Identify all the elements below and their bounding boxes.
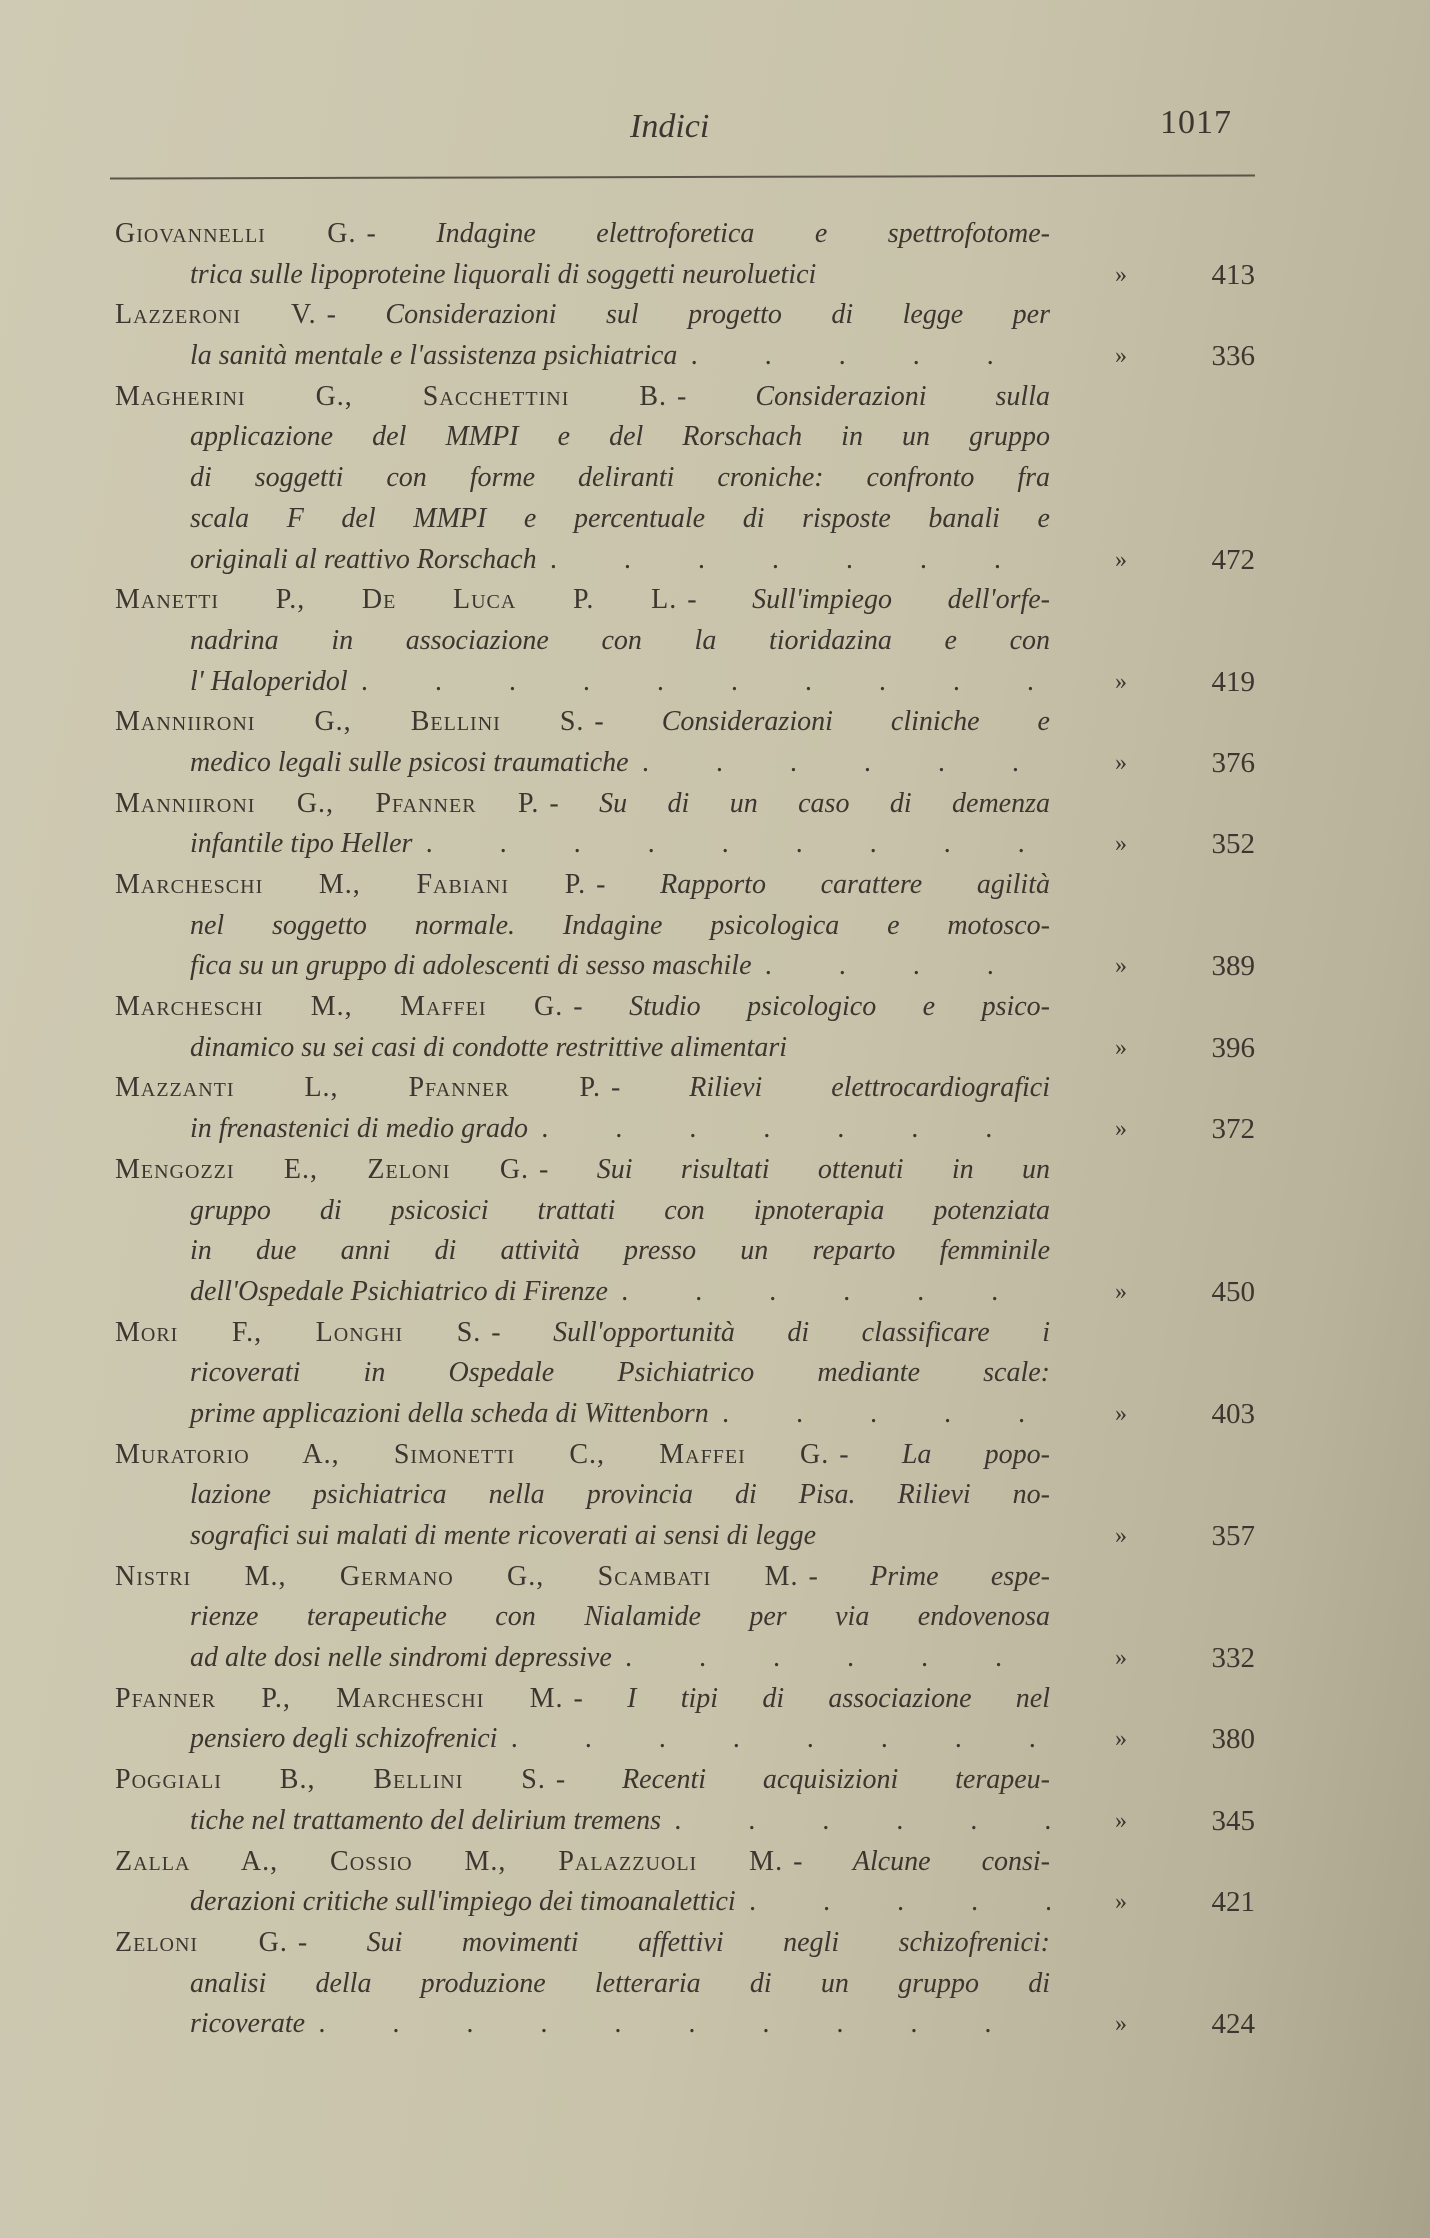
entry-title-line: scala F del MMPI e percentuale di risposte banali e [190, 502, 1050, 534]
entry-authors: Zalla A., Cossio M., Palazzuoli M. [115, 1845, 784, 1877]
ditto-mark: » [1115, 261, 1127, 288]
entry-line [115, 336, 1265, 377]
entry-line [115, 1109, 1265, 1150]
index-entry [115, 377, 1265, 580]
entry-title-line: dell'Ospedale Psichiatrico di Firenze [190, 1275, 608, 1307]
entry-text [190, 1882, 1050, 1923]
index-entry [115, 784, 1265, 865]
ditto-mark: » [1115, 546, 1127, 573]
entry-title-line: - Sull'impiego dell'orfe- [687, 584, 1051, 616]
entry-page-number: 413 [1211, 258, 1255, 291]
entry-text [190, 1516, 1050, 1557]
dot-leader [551, 540, 1050, 581]
entry-text [190, 1475, 1050, 1516]
entry-authors: Pfanner P., Marcheschi M. [115, 1682, 564, 1714]
entry-title-line: ricoverate [190, 2008, 306, 2040]
entry-text [190, 1638, 1050, 1679]
entry-title-line: di soggetti con forme deliranti croniche: confronto fra [190, 462, 1050, 494]
ditto-mark: » [1115, 1807, 1127, 1834]
entry-title-line: - Rapporto carattere agilità [596, 869, 1050, 900]
index-entry [115, 214, 1265, 295]
entry-line [115, 784, 1265, 825]
entry-title-line: - Indagine elettroforetica e spettrofotome- [366, 218, 1050, 249]
ditto-mark: » [1115, 668, 1127, 695]
entry-line [115, 1516, 1265, 1557]
entry-text [190, 458, 1050, 499]
dot-leader [511, 1719, 1050, 1760]
entry-title-line: in due anni di attività presso un reparto femminile [190, 1235, 1050, 1267]
entry-title-line: nadrina in associazione con la tioridazina e con [190, 624, 1050, 656]
dot-leader [766, 946, 1050, 987]
entry-line [115, 417, 1265, 458]
dot-leader [319, 2004, 1050, 2045]
entry-line [115, 1394, 1265, 1435]
page-number: 1017 [1160, 104, 1232, 141]
entry-text [190, 1394, 1050, 1435]
entry-line [115, 1231, 1265, 1272]
entry-line [115, 1923, 1265, 1964]
entry-page-number: 345 [1211, 1804, 1255, 1837]
entry-title-line: originali al reattivo Rorschach [190, 543, 537, 575]
entry-line [115, 1882, 1265, 1923]
entry-text [115, 1313, 1050, 1354]
entry-line [115, 1068, 1265, 1109]
entry-text [115, 1842, 1050, 1883]
entry-title-line: sografici sui malati di mente ricoverati ai sensi di legge [190, 1520, 817, 1551]
entry-line [115, 1719, 1265, 1760]
entry-line [115, 1191, 1265, 1232]
entry-text [115, 377, 1050, 418]
entry-line [115, 1679, 1265, 1720]
entry-line [115, 214, 1265, 255]
entry-text [190, 1231, 1050, 1272]
entry-title-line: - La popo- [839, 1438, 1050, 1470]
entry-title-line: medico legali sulle psicosi traumatiche [190, 746, 629, 778]
entry-line [115, 499, 1265, 540]
entry-text [190, 499, 1050, 540]
entry-authors: Zeloni G. [115, 1926, 288, 1958]
entry-text [115, 1557, 1050, 1598]
entry-line [115, 1801, 1265, 1842]
entry-page-number: 336 [1211, 340, 1255, 373]
entry-title-line: applicazione del MMPI e del Rorschach in un gruppo [190, 421, 1050, 453]
index-entry [115, 702, 1265, 783]
entry-line [115, 1150, 1265, 1191]
entry-text [115, 580, 1050, 621]
entry-text [190, 946, 1050, 987]
entry-line [115, 1557, 1265, 1598]
entry-title-line: infantile tipo Heller [190, 828, 413, 860]
index-entry [115, 1760, 1265, 1841]
entry-authors: Magherini G., Sacchettini B. [115, 380, 668, 412]
entry-line [115, 865, 1265, 906]
entry-title-line: la sanità mentale e l'assistenza psichiatrica [190, 340, 678, 372]
entry-page-number: 380 [1211, 1723, 1255, 1756]
header-rule [110, 175, 1255, 180]
entry-title-line: - Considerazioni sul progetto di legge per [326, 299, 1050, 331]
entry-line [115, 621, 1265, 662]
entry-line [115, 1313, 1265, 1354]
entry-title-line: - I tipi di associazione nel [573, 1682, 1050, 1714]
entry-text [115, 214, 1050, 255]
entry-text [115, 1923, 1050, 1964]
index-list [115, 214, 1265, 2045]
ditto-mark: » [1115, 343, 1127, 370]
entry-title-line: - Recenti acquisizioni terapeu- [555, 1764, 1050, 1796]
entry-title-line: - Rilievi elettrocardiografici [610, 1072, 1050, 1104]
entry-page-number: 352 [1211, 828, 1255, 861]
dot-leader [626, 1638, 1050, 1679]
index-entry [115, 295, 1265, 376]
dot-leader [643, 743, 1050, 784]
entry-page-number: 376 [1211, 746, 1255, 779]
entry-line [115, 946, 1265, 987]
entry-title-line: l' Haloperidol [190, 665, 348, 697]
entry-text [115, 784, 1050, 825]
entry-line [115, 1353, 1265, 1394]
entry-line [115, 377, 1265, 418]
ditto-mark: » [1115, 1889, 1127, 1916]
entry-text [190, 1191, 1050, 1232]
entry-authors: Marcheschi M., Maffei G. [115, 991, 564, 1023]
entry-line [115, 1475, 1265, 1516]
entry-line [115, 540, 1265, 581]
entry-line [115, 1842, 1265, 1883]
entry-title-line: - Considerazioni cliniche e [594, 706, 1050, 738]
index-entry [115, 1842, 1265, 1923]
entry-text [190, 2004, 1050, 2045]
entry-page-number: 424 [1211, 2008, 1255, 2041]
entry-text [190, 743, 1050, 784]
entry-line [115, 824, 1265, 865]
entry-text [115, 987, 1050, 1028]
index-entry [115, 1150, 1265, 1313]
entry-title-line: derazioni critiche sull'impiego dei timoanalettici [190, 1886, 736, 1918]
ditto-mark: » [1115, 953, 1127, 980]
entry-authors: Giovannelli G. [115, 218, 357, 249]
entry-text [190, 1109, 1050, 1150]
entry-title-line: gruppo di psicosici trattati con ipnoterapia potenziata [190, 1194, 1050, 1226]
dot-leader [750, 1882, 1050, 1923]
entry-title-line: - Studio psicologico e psico- [573, 991, 1051, 1023]
dot-leader [622, 1272, 1050, 1313]
entry-title-line: - Sui movimenti affettivi negli schizofrenici: [297, 1926, 1050, 1958]
entry-page-number: 372 [1211, 1113, 1255, 1146]
entry-authors: Muratorio A., Simonetti C., Maffei G. [115, 1438, 830, 1470]
entry-authors: Mengozzi E., Zeloni G. [115, 1153, 530, 1185]
entry-text [115, 295, 1050, 336]
entry-text [115, 1679, 1050, 1720]
entry-line [115, 1964, 1265, 2005]
entry-line [115, 906, 1265, 947]
entry-page-number: 357 [1211, 1520, 1255, 1552]
entry-title-line: analisi della produzione letteraria di un gruppo di [190, 1967, 1050, 1999]
entry-title-line: - Sull'opportunità di classificare i [491, 1316, 1050, 1348]
entry-authors: Manniironi G., Pfanner P. [115, 787, 540, 819]
entry-text [190, 1353, 1050, 1394]
entry-page-number: 472 [1211, 543, 1255, 576]
entry-page-number: 332 [1211, 1642, 1255, 1675]
entry-text [190, 417, 1050, 458]
ditto-mark: » [1115, 1726, 1127, 1753]
entry-page-number: 403 [1211, 1397, 1255, 1430]
index-entry [115, 1313, 1265, 1435]
entry-text [190, 1597, 1050, 1638]
entry-line [115, 1760, 1265, 1801]
entry-text [190, 1028, 1050, 1069]
dot-leader [426, 824, 1050, 865]
entry-text [190, 824, 1050, 865]
entry-title-line: prime applicazioni della scheda di Wittenborn [190, 1397, 709, 1429]
entry-title-line: - Considerazioni sulla [677, 380, 1050, 412]
index-entry [115, 1557, 1265, 1679]
entry-title-line: fica su un gruppo di adolescenti di sesso maschile [190, 950, 752, 982]
entry-line [115, 295, 1265, 336]
ditto-mark: » [1115, 1278, 1127, 1305]
entry-text [115, 1150, 1050, 1191]
index-entry [115, 865, 1265, 987]
entry-title-line: - Sui risultati ottenuti in un [539, 1153, 1050, 1185]
entry-title-line: trica sulle lipoproteine liquorali di soggetti neuroluetici [190, 258, 817, 290]
entry-text [190, 621, 1050, 662]
entry-title-line: - Su di un caso di demenza [549, 787, 1050, 819]
entry-line [115, 255, 1265, 296]
entry-line [115, 1435, 1265, 1476]
ditto-mark: » [1115, 1034, 1127, 1061]
entry-title-line: in frenastenici di medio grado [190, 1113, 529, 1145]
entry-line [115, 1597, 1265, 1638]
entry-title-line: lazione psichiatrica nella provincia di Pisa. Rilievi no- [190, 1479, 1050, 1511]
entry-title-line: pensiero degli schizofrenici [190, 1723, 498, 1755]
entry-text [115, 702, 1050, 743]
entry-authors: Marcheschi M., Fabiani P. [115, 869, 587, 900]
entry-line [115, 2004, 1265, 2045]
entry-text [190, 255, 1050, 296]
entry-text [190, 336, 1050, 377]
entry-authors: Manetti P., De Luca P. L. [115, 584, 678, 616]
entry-text [115, 865, 1050, 906]
ditto-mark: » [1115, 749, 1127, 776]
entry-line [115, 987, 1265, 1028]
entry-title-line: rienze terapeutiche con Nialamide per via endovenosa [190, 1601, 1050, 1633]
entry-page-number: 389 [1211, 950, 1255, 983]
dot-leader [675, 1801, 1050, 1842]
dot-leader [691, 336, 1050, 377]
ditto-mark: » [1115, 1645, 1127, 1672]
entry-authors: Nistri M., Germano G., Scambati M. [115, 1560, 799, 1592]
index-entry [115, 1068, 1265, 1149]
entry-text [190, 1801, 1050, 1842]
index-entry [115, 987, 1265, 1068]
header-title: Indici [630, 108, 710, 145]
entry-authors: Mori F., Longhi S. [115, 1316, 482, 1348]
entry-text [190, 662, 1050, 703]
entry-title-line: - Alcune consi- [793, 1845, 1050, 1877]
entry-line [115, 702, 1265, 743]
index-entry [115, 1923, 1265, 2045]
entry-title-line: dinamico su sei casi di condotte restrittive alimentari [190, 1031, 787, 1063]
entry-line [115, 458, 1265, 499]
entry-line [115, 1272, 1265, 1313]
entry-page-number: 421 [1211, 1886, 1255, 1919]
entry-authors: Manniironi G., Bellini S. [115, 706, 585, 738]
index-entry [115, 1435, 1265, 1557]
ditto-mark: » [1115, 1400, 1127, 1427]
entry-authors: Poggiali B., Bellini S. [115, 1764, 546, 1796]
entry-line [115, 662, 1265, 703]
entry-text [190, 1719, 1050, 1760]
entry-text [115, 1068, 1050, 1109]
entry-text [115, 1435, 1050, 1476]
entry-title-line: nel soggetto normale. Indagine psicologica e motosco- [190, 909, 1050, 941]
index-entry [115, 1679, 1265, 1760]
index-entry [115, 580, 1265, 702]
entry-text [190, 1964, 1050, 2005]
dot-leader [723, 1394, 1050, 1435]
entry-text [190, 540, 1050, 581]
entry-line [115, 1028, 1265, 1069]
entry-text [190, 906, 1050, 947]
ditto-mark: » [1115, 2011, 1127, 2038]
entry-line [115, 1638, 1265, 1679]
ditto-mark: » [1115, 1116, 1127, 1143]
running-header [0, 104, 1430, 158]
ditto-mark: » [1115, 1523, 1127, 1549]
entry-text [190, 1272, 1050, 1313]
entry-line [115, 580, 1265, 621]
entry-authors: Mazzanti L., Pfanner P. [115, 1072, 601, 1104]
entry-title-line: ricoverati in Ospedale Psichiatrico mediante scale: [190, 1357, 1050, 1389]
dot-leader [542, 1109, 1050, 1150]
entry-title-line: - Prime espe- [808, 1560, 1050, 1592]
dot-leader [362, 662, 1050, 703]
entry-text [115, 1760, 1050, 1801]
ditto-mark: » [1115, 831, 1127, 858]
entry-page-number: 396 [1211, 1031, 1255, 1064]
entry-title-line: tiche nel trattamento del delirium tremens [190, 1804, 661, 1836]
entry-page-number: 450 [1211, 1275, 1255, 1308]
entry-page-number: 419 [1211, 665, 1255, 698]
entry-title-line: ad alte dosi nelle sindromi depressive [190, 1642, 612, 1674]
entry-authors: Lazzeroni V. [115, 299, 317, 331]
entry-line [115, 743, 1265, 784]
